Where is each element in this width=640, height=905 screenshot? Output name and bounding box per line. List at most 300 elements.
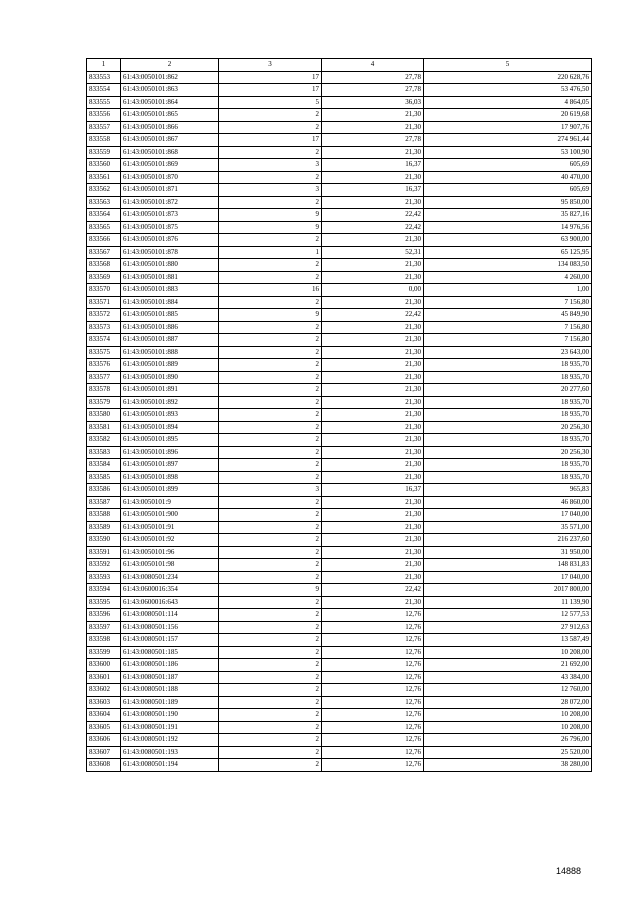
table-row [87, 246, 592, 259]
row-id-cell: 833575 [87, 346, 121, 359]
rate-cell: 21,30 [322, 384, 424, 397]
table-row [87, 134, 592, 147]
column-header-3: 3 [219, 59, 322, 72]
column-header-5: 5 [424, 59, 592, 72]
amount-cell: 35 827,16 [424, 209, 592, 222]
count-cell: 2 [219, 746, 322, 759]
count-cell: 2 [219, 646, 322, 659]
cadastral-number-cell: 61:43:0050101:876 [121, 234, 219, 247]
rate-cell: 21,30 [322, 109, 424, 122]
rate-cell: 0,00 [322, 284, 424, 297]
count-cell: 2 [219, 259, 322, 272]
table-row [87, 371, 592, 384]
table-row [87, 609, 592, 622]
table-row [87, 71, 592, 84]
amount-cell: 17 040,00 [424, 571, 592, 584]
count-cell: 2 [219, 409, 322, 422]
rate-cell: 12,76 [322, 746, 424, 759]
count-cell: 9 [219, 221, 322, 234]
cadastral-number-cell: 61:43:0050101:96 [121, 546, 219, 559]
count-cell: 2 [219, 334, 322, 347]
table-row [87, 121, 592, 134]
row-id-cell: 833602 [87, 684, 121, 697]
row-id-cell: 833573 [87, 321, 121, 334]
amount-cell: 53 476,50 [424, 84, 592, 97]
rate-cell: 22,42 [322, 584, 424, 597]
count-cell: 2 [219, 596, 322, 609]
count-cell: 2 [219, 534, 322, 547]
row-id-cell: 833591 [87, 546, 121, 559]
count-cell: 3 [219, 484, 322, 497]
row-id-cell: 833598 [87, 634, 121, 647]
table-row [87, 84, 592, 97]
row-id-cell: 833600 [87, 659, 121, 672]
rate-cell: 21,30 [322, 559, 424, 572]
table-row [87, 409, 592, 422]
row-id-cell: 833557 [87, 121, 121, 134]
rate-cell: 12,76 [322, 634, 424, 647]
cadastral-number-cell: 61:43:0050101:883 [121, 284, 219, 297]
cadastral-number-cell: 61:43:0050101:890 [121, 371, 219, 384]
row-id-cell: 833595 [87, 596, 121, 609]
count-cell: 3 [219, 184, 322, 197]
row-id-cell: 833597 [87, 621, 121, 634]
amount-cell: 53 100,90 [424, 146, 592, 159]
count-cell: 2 [219, 571, 322, 584]
cadastral-number-cell: 61:43:0080501:188 [121, 684, 219, 697]
row-id-cell: 833605 [87, 721, 121, 734]
count-cell: 2 [219, 734, 322, 747]
cadastral-number-cell: 61:43:0050101:896 [121, 446, 219, 459]
rate-cell: 16,37 [322, 184, 424, 197]
table-row [87, 284, 592, 297]
row-id-cell: 833555 [87, 96, 121, 109]
column-header-2: 2 [121, 59, 219, 72]
table-row [87, 471, 592, 484]
amount-cell: 11 139,90 [424, 596, 592, 609]
amount-cell: 1,00 [424, 284, 592, 297]
cadastral-number-cell: 61:43:0050101:885 [121, 309, 219, 322]
amount-cell: 20 256,30 [424, 421, 592, 434]
amount-cell: 7 156,80 [424, 296, 592, 309]
cadastral-number-cell: 61:43:0050101:892 [121, 396, 219, 409]
count-cell: 9 [219, 209, 322, 222]
rate-cell: 21,30 [322, 321, 424, 334]
amount-cell: 965,83 [424, 484, 592, 497]
rate-cell: 21,30 [322, 471, 424, 484]
count-cell: 2 [219, 546, 322, 559]
table-row [87, 621, 592, 634]
row-id-cell: 833601 [87, 671, 121, 684]
cadastral-number-cell: 61:43:0050101:91 [121, 521, 219, 534]
count-cell: 2 [219, 496, 322, 509]
rate-cell: 12,76 [322, 671, 424, 684]
row-id-cell: 833556 [87, 109, 121, 122]
rate-cell: 21,30 [322, 271, 424, 284]
table-row [87, 434, 592, 447]
row-id-cell: 833587 [87, 496, 121, 509]
table-row [87, 146, 592, 159]
row-id-cell: 833568 [87, 259, 121, 272]
table-row [87, 209, 592, 222]
row-id-cell: 833586 [87, 484, 121, 497]
row-id-cell: 833588 [87, 509, 121, 522]
table-row [87, 446, 592, 459]
amount-cell: 274 961,44 [424, 134, 592, 147]
cadastral-number-cell: 61:43:0050101:899 [121, 484, 219, 497]
rate-cell: 12,76 [322, 734, 424, 747]
count-cell: 2 [219, 371, 322, 384]
cadastral-number-cell: 61:43:0080501:157 [121, 634, 219, 647]
table-row [87, 234, 592, 247]
rate-cell: 21,30 [322, 146, 424, 159]
count-cell: 2 [219, 709, 322, 722]
row-id-cell: 833563 [87, 196, 121, 209]
count-cell: 2 [219, 509, 322, 522]
cadastral-number-cell: 61:43:0080501:186 [121, 659, 219, 672]
row-id-cell: 833593 [87, 571, 121, 584]
rate-cell: 21,30 [322, 496, 424, 509]
cadastral-number-cell: 61:43:0050101:880 [121, 259, 219, 272]
amount-cell: 28 072,00 [424, 696, 592, 709]
cadastral-number-cell: 61:43:0050101:897 [121, 459, 219, 472]
cadastral-number-cell: 61:43:0050101:889 [121, 359, 219, 372]
row-id-cell: 833572 [87, 309, 121, 322]
rate-cell: 21,30 [322, 121, 424, 134]
amount-cell: 12 760,00 [424, 684, 592, 697]
row-id-cell: 833560 [87, 159, 121, 172]
rate-cell: 21,30 [322, 396, 424, 409]
table-row [87, 734, 592, 747]
page-number: 14888 [556, 866, 582, 876]
rate-cell: 12,76 [322, 709, 424, 722]
row-id-cell: 833607 [87, 746, 121, 759]
table-row [87, 384, 592, 397]
row-id-cell: 833569 [87, 271, 121, 284]
cadastral-number-cell: 61:43:0080501:185 [121, 646, 219, 659]
amount-cell: 605,69 [424, 159, 592, 172]
amount-cell: 20 277,60 [424, 384, 592, 397]
table-row [87, 109, 592, 122]
row-id-cell: 833589 [87, 521, 121, 534]
count-cell: 2 [219, 271, 322, 284]
count-cell: 2 [219, 684, 322, 697]
rate-cell: 16,37 [322, 159, 424, 172]
row-id-cell: 833553 [87, 71, 121, 84]
amount-cell: 220 628,76 [424, 71, 592, 84]
cadastral-number-cell: 61:43:0080501:194 [121, 759, 219, 772]
cadastral-number-cell: 61:43:0050101:886 [121, 321, 219, 334]
rate-cell: 22,42 [322, 209, 424, 222]
amount-cell: 148 831,83 [424, 559, 592, 572]
amount-cell: 605,69 [424, 184, 592, 197]
table-row [87, 671, 592, 684]
count-cell: 2 [219, 109, 322, 122]
amount-cell: 17 040,00 [424, 509, 592, 522]
cadastral-number-cell: 61:43:0080501:156 [121, 621, 219, 634]
table-row [87, 484, 592, 497]
table-body [87, 71, 592, 771]
cadastral-number-cell: 61:43:0050101:884 [121, 296, 219, 309]
table-row [87, 359, 592, 372]
table-row [87, 546, 592, 559]
cadastral-number-cell: 61:43:0080501:234 [121, 571, 219, 584]
count-cell: 2 [219, 146, 322, 159]
rate-cell: 21,30 [322, 446, 424, 459]
rate-cell: 27,78 [322, 134, 424, 147]
count-cell: 2 [219, 196, 322, 209]
amount-cell: 63 900,00 [424, 234, 592, 247]
cadastral-number-cell: 61:43:0050101:887 [121, 334, 219, 347]
amount-cell: 10 208,00 [424, 721, 592, 734]
rate-cell: 12,76 [322, 646, 424, 659]
data-table [86, 58, 592, 772]
table-row [87, 534, 592, 547]
row-id-cell: 833608 [87, 759, 121, 772]
count-cell: 2 [219, 759, 322, 772]
cadastral-number-cell: 61:43:0050101:871 [121, 184, 219, 197]
table-row [87, 221, 592, 234]
count-cell: 17 [219, 84, 322, 97]
rate-cell: 52,31 [322, 246, 424, 259]
cadastral-number-cell: 61:43:0050101:873 [121, 209, 219, 222]
rate-cell: 27,78 [322, 71, 424, 84]
cadastral-number-cell: 61:43:0080501:187 [121, 671, 219, 684]
amount-cell: 134 083,50 [424, 259, 592, 272]
row-id-cell: 833590 [87, 534, 121, 547]
rate-cell: 12,76 [322, 609, 424, 622]
cadastral-number-cell: 61:43:0050101:888 [121, 346, 219, 359]
count-cell: 2 [219, 434, 322, 447]
row-id-cell: 833574 [87, 334, 121, 347]
count-cell: 2 [219, 234, 322, 247]
count-cell: 2 [219, 321, 322, 334]
cadastral-number-cell: 61:43:0050101:868 [121, 146, 219, 159]
rate-cell: 21,30 [322, 546, 424, 559]
table-row [87, 296, 592, 309]
rate-cell: 12,76 [322, 684, 424, 697]
rate-cell: 16,37 [322, 484, 424, 497]
count-cell: 2 [219, 559, 322, 572]
cadastral-number-cell: 61:43:0050101:893 [121, 409, 219, 422]
row-id-cell: 833576 [87, 359, 121, 372]
row-id-cell: 833606 [87, 734, 121, 747]
row-id-cell: 833562 [87, 184, 121, 197]
row-id-cell: 833594 [87, 584, 121, 597]
table-row [87, 496, 592, 509]
count-cell: 2 [219, 121, 322, 134]
amount-cell: 13 587,49 [424, 634, 592, 647]
row-id-cell: 833599 [87, 646, 121, 659]
amount-cell: 38 280,00 [424, 759, 592, 772]
cadastral-number-cell: 61:43:0050101:92 [121, 534, 219, 547]
count-cell: 2 [219, 621, 322, 634]
row-id-cell: 833558 [87, 134, 121, 147]
rate-cell: 21,30 [322, 171, 424, 184]
cadastral-number-cell: 61:43:0050101:895 [121, 434, 219, 447]
amount-cell: 65 125,95 [424, 246, 592, 259]
rate-cell: 21,30 [322, 459, 424, 472]
rate-cell: 21,30 [322, 409, 424, 422]
amount-cell: 7 156,80 [424, 321, 592, 334]
row-id-cell: 833559 [87, 146, 121, 159]
amount-cell: 10 208,00 [424, 709, 592, 722]
cadastral-number-cell: 61:43:0080501:193 [121, 746, 219, 759]
count-cell: 2 [219, 396, 322, 409]
table-row [87, 596, 592, 609]
count-cell: 2 [219, 721, 322, 734]
table-row [87, 759, 592, 772]
amount-cell: 46 860,00 [424, 496, 592, 509]
table-row [87, 684, 592, 697]
table-row [87, 271, 592, 284]
amount-cell: 43 384,00 [424, 671, 592, 684]
cadastral-number-cell: 61:43:0050101:865 [121, 109, 219, 122]
amount-cell: 18 935,70 [424, 471, 592, 484]
rate-cell: 12,76 [322, 721, 424, 734]
row-id-cell: 833604 [87, 709, 121, 722]
count-cell: 2 [219, 634, 322, 647]
count-cell: 2 [219, 296, 322, 309]
cadastral-number-cell: 61:43:0050101:891 [121, 384, 219, 397]
row-id-cell: 833603 [87, 696, 121, 709]
table-row [87, 196, 592, 209]
rate-cell: 21,30 [322, 296, 424, 309]
rate-cell: 12,76 [322, 621, 424, 634]
row-id-cell: 833570 [87, 284, 121, 297]
cadastral-number-cell: 61:43:0080501:189 [121, 696, 219, 709]
amount-cell: 4 260,00 [424, 271, 592, 284]
amount-cell: 7 156,80 [424, 334, 592, 347]
amount-cell: 40 470,00 [424, 171, 592, 184]
amount-cell: 26 796,00 [424, 734, 592, 747]
row-id-cell: 833580 [87, 409, 121, 422]
count-cell: 2 [219, 521, 322, 534]
amount-cell: 18 935,70 [424, 396, 592, 409]
cadastral-number-cell: 61:43:0050101:900 [121, 509, 219, 522]
cadastral-number-cell: 61:43:0080501:191 [121, 721, 219, 734]
amount-cell: 95 850,00 [424, 196, 592, 209]
cadastral-number-cell: 61:43:0050101:864 [121, 96, 219, 109]
table-row [87, 396, 592, 409]
row-id-cell: 833592 [87, 559, 121, 572]
amount-cell: 35 571,00 [424, 521, 592, 534]
header-row [87, 59, 592, 72]
cadastral-number-cell: 61:43:0050101:869 [121, 159, 219, 172]
table-row [87, 96, 592, 109]
rate-cell: 21,30 [322, 334, 424, 347]
row-id-cell: 833571 [87, 296, 121, 309]
amount-cell: 45 849,90 [424, 309, 592, 322]
row-id-cell: 833596 [87, 609, 121, 622]
row-id-cell: 833567 [87, 246, 121, 259]
row-id-cell: 833584 [87, 459, 121, 472]
row-id-cell: 833582 [87, 434, 121, 447]
cadastral-number-cell: 61:43:0050101:866 [121, 121, 219, 134]
amount-cell: 18 935,70 [424, 409, 592, 422]
rate-cell: 21,30 [322, 359, 424, 372]
column-header-1: 1 [87, 59, 121, 72]
amount-cell: 25 520,00 [424, 746, 592, 759]
rate-cell: 21,30 [322, 596, 424, 609]
rate-cell: 21,30 [322, 421, 424, 434]
amount-cell: 216 237,60 [424, 534, 592, 547]
row-id-cell: 833583 [87, 446, 121, 459]
cadastral-number-cell: 61:43:0050101:872 [121, 196, 219, 209]
cadastral-number-cell: 61:43:0080501:114 [121, 609, 219, 622]
row-id-cell: 833581 [87, 421, 121, 434]
row-id-cell: 833585 [87, 471, 121, 484]
count-cell: 2 [219, 384, 322, 397]
count-cell: 5 [219, 96, 322, 109]
cadastral-number-cell: 61:43:0050101:898 [121, 471, 219, 484]
amount-cell: 20 256,30 [424, 446, 592, 459]
count-cell: 9 [219, 309, 322, 322]
amount-cell: 14 976,56 [424, 221, 592, 234]
table-row [87, 321, 592, 334]
row-id-cell: 833564 [87, 209, 121, 222]
row-id-cell: 833579 [87, 396, 121, 409]
table-row [87, 159, 592, 172]
amount-cell: 12 577,53 [424, 609, 592, 622]
table-row [87, 346, 592, 359]
cadastral-number-cell: 61:43:0050101:863 [121, 84, 219, 97]
count-cell: 2 [219, 346, 322, 359]
cadastral-number-cell: 61:43:0080501:192 [121, 734, 219, 747]
row-id-cell: 833561 [87, 171, 121, 184]
amount-cell: 18 935,70 [424, 359, 592, 372]
amount-cell: 10 208,00 [424, 646, 592, 659]
rate-cell: 21,30 [322, 196, 424, 209]
rate-cell: 12,76 [322, 759, 424, 772]
rate-cell: 21,30 [322, 434, 424, 447]
cadastral-number-cell: 61:43:0050101:894 [121, 421, 219, 434]
amount-cell: 4 864,05 [424, 96, 592, 109]
rate-cell: 21,30 [322, 509, 424, 522]
amount-cell: 20 619,68 [424, 109, 592, 122]
amount-cell: 18 935,70 [424, 434, 592, 447]
count-cell: 17 [219, 71, 322, 84]
rate-cell: 21,30 [322, 346, 424, 359]
count-cell: 2 [219, 421, 322, 434]
table-row [87, 646, 592, 659]
table-row [87, 459, 592, 472]
cadastral-number-cell: 61:43:0050101:875 [121, 221, 219, 234]
amount-cell: 18 935,70 [424, 459, 592, 472]
count-cell: 2 [219, 609, 322, 622]
cadastral-number-cell: 61:43:0050101:881 [121, 271, 219, 284]
rate-cell: 22,42 [322, 221, 424, 234]
count-cell: 2 [219, 696, 322, 709]
table-row [87, 184, 592, 197]
table-row [87, 571, 592, 584]
cadastral-number-cell: 61:43:0050101:862 [121, 71, 219, 84]
cadastral-number-cell: 61:43:0050101:878 [121, 246, 219, 259]
rate-cell: 21,30 [322, 371, 424, 384]
table-row [87, 421, 592, 434]
amount-cell: 21 692,00 [424, 659, 592, 672]
table-row [87, 709, 592, 722]
table-row [87, 259, 592, 272]
amount-cell: 27 912,63 [424, 621, 592, 634]
table-row [87, 634, 592, 647]
cadastral-number-cell: 61:43:0050101:870 [121, 171, 219, 184]
table-row [87, 696, 592, 709]
row-id-cell: 833565 [87, 221, 121, 234]
cadastral-number-cell: 61:43:0600016:354 [121, 584, 219, 597]
rate-cell: 22,42 [322, 309, 424, 322]
rate-cell: 12,76 [322, 696, 424, 709]
